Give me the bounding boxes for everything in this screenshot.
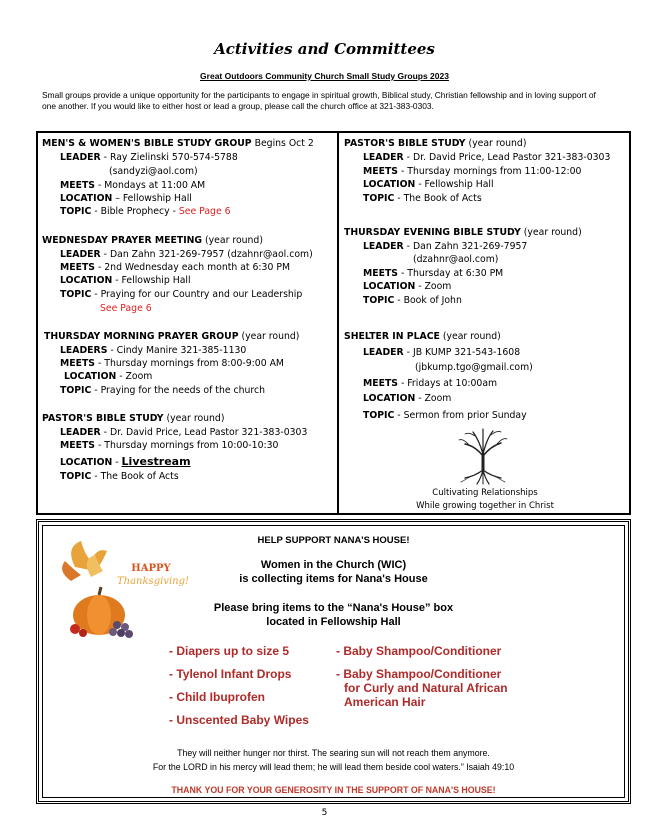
location-value: - Zoom [415,281,452,292]
meets-label: MEETS [60,358,95,369]
topic-label: TOPIC [60,471,92,482]
leader-label: LEADER [60,152,101,163]
location-value: - Fellowship Hall [112,275,191,286]
group-title: WEDNESDAY PRAYER MEETING [42,235,203,246]
leader-value: - Dan Zahn 321-269-7957 [403,241,528,252]
see-page-link[interactable]: See Page 6 [100,303,152,314]
meets-label: MEETS [60,262,95,273]
see-page-link[interactable]: See Page 6 [178,206,231,217]
topic-label: TOPIC [363,193,395,204]
wic-line-2: is collecting items for Nana's House [239,573,428,585]
location-sep: - [112,457,122,468]
leader-value: - Dr. David Price, Lead Pastor 321-383-0303 [100,427,308,438]
wic-line-1: Women in the Church (WIC) [260,559,407,571]
leader-label: LEADER [60,249,101,260]
topic-value: - Praying for the needs of the church [91,385,266,396]
item-shampoo-curly: - Baby Shampoo/Conditioner [336,667,502,681]
location-value: – Fellowship Hall [112,193,192,204]
group-title-note: (year round) [238,331,300,342]
location-label: LOCATION [60,193,113,204]
page-number: 5 [321,808,328,818]
topic-value: - Book of John [394,295,462,306]
topic-value: - The Book of Acts [91,471,179,482]
leader-label: LEADER [363,241,404,252]
intro-paragraph: Small groups provide a unique opportunity for the participants to engage in spiritual growth, Biblical study, Christian fellowship and in loving support of one another. If you would like to either host or lead a group, please call the church office at 321-383-0303. [42,90,596,111]
meets-value: - Thursday mornings from 10:00-10:30 [95,440,279,451]
meets-label: MEETS [363,268,398,279]
topic-label: TOPIC [60,289,92,300]
meets-value: - Thursday mornings from 11:00-12:00 [398,166,582,177]
verse-line-1: They will neither hunger nor thirst. The searing sun will not reach them anymore. [177,748,490,758]
group-title: PASTOR'S BIBLE STUDY [344,138,466,149]
location-label: LOCATION [64,371,117,382]
nanas-house-heading: HELP SUPPORT NANA'S HOUSE! [257,535,410,546]
leader-value: - JB KUMP 321-543-1608 [403,347,521,358]
bring-items-line-2: located in Fellowship Hall [266,616,401,628]
meets-value: - 2nd Wednesday each month at 6:30 PM [95,262,290,273]
group-title-note: (year round) [520,227,582,238]
leader-value: - Ray Zielinski 570-574-5788 [100,152,238,163]
topic-label: TOPIC [60,385,92,396]
group-title: THURSDAY MORNING PRAYER GROUP [44,331,239,342]
logo-caption-line2: While growing together in Christ [416,501,554,511]
happy-text: HAPPY [131,563,171,574]
location-label: LOCATION [363,281,416,292]
leader-label: LEADER [60,427,101,438]
page-title: Activities and Committees [214,40,435,58]
group-title-note: (year round) [202,235,263,246]
topic-value: - Praying for our Country and our Leadership [91,289,303,300]
topic-label: TOPIC [363,410,395,421]
topic-value: - The Book of Acts [394,193,482,204]
leader-label: LEADERS [60,345,108,356]
bring-items-line-1: Please bring items to the “Nana's House” box [213,602,454,614]
item-diapers: - Diapers up to size 5 [169,644,290,658]
item-shampoo-curly-line3: American Hair [344,695,426,709]
group-title-note: (year round) [163,413,225,424]
leader-value: - Dr. David Price, Lead Pastor 321-383-0303 [403,152,611,163]
livestream-link[interactable]: Livestream [121,455,191,468]
thank-you-line: THANK YOU FOR YOUR GENEROSITY IN THE SUPPORT OF NANA'S HOUSE! [171,785,496,795]
group-title: PASTOR'S BIBLE STUDY [42,413,164,424]
topic-label: TOPIC [60,206,92,217]
autumn-leaves-icon [62,541,107,581]
meets-value: - Fridays at 10:00am [398,378,498,389]
thanksgiving-text: Thanksgiving! [116,576,190,587]
location-label: LOCATION [60,275,113,286]
item-tylenol: - Tylenol Infant Drops [169,667,292,681]
nanas-house-box [36,519,631,804]
logo-caption-line1: Cultivating Relationships [432,488,538,498]
meets-label: MEETS [60,440,95,451]
item-shampoo: - Baby Shampoo/Conditioner [336,644,502,658]
group-title-note: (year round) [465,138,527,149]
thanksgiving-graphic [51,537,201,647]
leader-value: - Dan Zahn 321-269-7957 (dzahnr@aol.com) [100,249,313,260]
meets-value: - Thursday mornings from 8:00-9:00 AM [95,358,284,369]
page-subtitle: Great Outdoors Community Church Small Study Groups 2023 [200,71,449,81]
topic-value: - Sermon from prior Sunday [394,410,527,421]
group-title: SHELTER IN PLACE [344,331,440,342]
topic-value: - Bible Prophecy - [91,206,179,217]
meets-label: MEETS [363,166,398,177]
item-ibuprofen: - Child Ibuprofen [169,690,265,704]
location-label: LOCATION [60,457,113,468]
location-label: LOCATION [363,179,416,190]
leader-value: - Cindy Manire 321-385-1130 [107,345,247,356]
group-title: THURSDAY EVENING BIBLE STUDY [344,227,521,238]
leader-email: (jbkump.tgo@gmail.com) [415,362,533,373]
item-wipes: - Unscented Baby Wipes [169,713,309,727]
verse-line-2: For the LORD in his mercy will lead them; he will lead them beside cool waters.” Isaiah 49:10 [152,762,515,772]
tree-logo-icon [455,426,511,486]
meets-value: - Thursday at 6:30 PM [398,268,504,279]
location-value: - Zoom [415,393,452,404]
group-title-note: Begins Oct 2 [251,138,314,149]
group-title: MEN'S & WOMEN'S BIBLE STUDY GROUP [42,138,252,149]
location-label: LOCATION [363,393,416,404]
meets-value: - Mondays at 11:00 AM [95,180,206,191]
item-shampoo-curly-line2: for Curly and Natural African [344,681,508,695]
topic-label: TOPIC [363,295,395,306]
leader-label: LEADER [363,152,404,163]
meets-label: MEETS [363,378,398,389]
group-title-note: (year round) [439,331,501,342]
leader-label: LEADER [363,347,404,358]
leader-email: (dzahnr@aol.com) [413,254,499,265]
location-value: - Zoom [116,371,153,382]
location-value: - Fellowship Hall [415,179,494,190]
meets-label: MEETS [60,180,95,191]
leader-email: (sandyzi@aol.com) [109,166,198,177]
